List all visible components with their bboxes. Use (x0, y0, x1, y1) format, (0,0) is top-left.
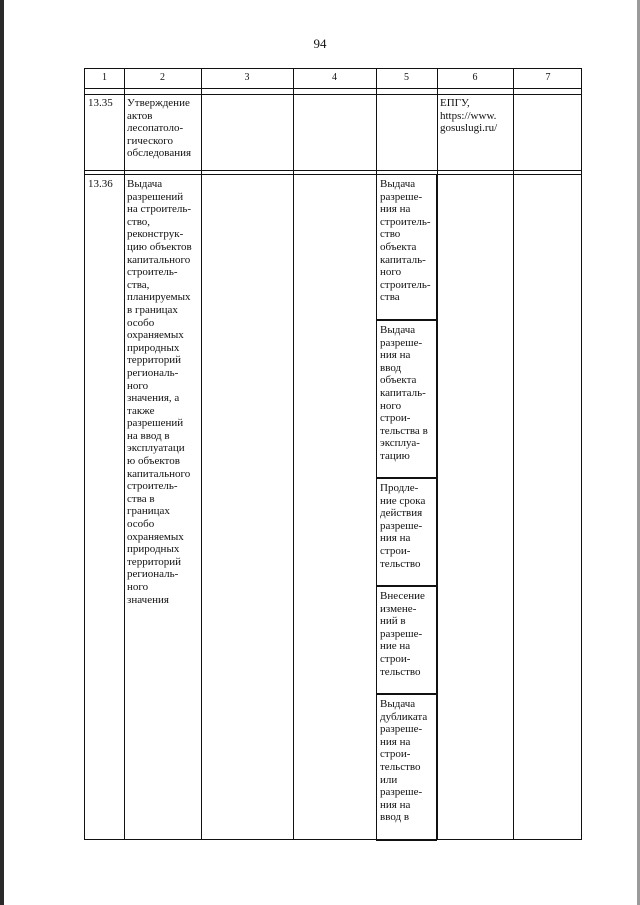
row-divider (85, 88, 581, 89)
text-line: дубликата (380, 710, 428, 723)
col-divider (201, 69, 202, 839)
text-line: Продле- (380, 482, 419, 494)
header-col-3: 3 (244, 72, 250, 83)
col-divider (124, 69, 125, 839)
text-line: ввод в (380, 811, 410, 824)
text-line: ний в (380, 615, 406, 628)
text-line: ние срока (380, 494, 426, 507)
text-line: измене- (380, 602, 417, 615)
text-line: охраняемых (127, 329, 184, 342)
subservice-cell (376, 174, 437, 320)
scan-left-edge (0, 0, 4, 905)
text-line: строитель- (127, 480, 178, 493)
subservice-cell (376, 478, 437, 586)
text-line: объекта (380, 240, 417, 253)
text-line: на ввод в (127, 429, 170, 442)
text-line: планируемых (127, 291, 191, 304)
text-line: в границах (127, 303, 178, 316)
text-line: действия (380, 507, 423, 520)
text-line: цию объектов (127, 240, 192, 253)
text-line: строи- (380, 748, 411, 761)
subservice-cell (376, 320, 437, 478)
row-divider (85, 94, 581, 95)
text-line: тельство (380, 760, 421, 773)
text-line: ввод (380, 361, 402, 374)
text-line: территорий (127, 354, 182, 367)
text-line: Выдача (380, 698, 416, 710)
text-line: значения, а (127, 392, 180, 405)
text-line: или (380, 773, 398, 786)
text-line: региональ- (127, 568, 179, 581)
text-line: тельство (380, 557, 421, 570)
text-line: особо (127, 518, 155, 531)
text-line: ство, (127, 215, 151, 228)
text-line: границах (127, 505, 170, 518)
text-line: ство (380, 228, 401, 241)
text-line: разреше- (380, 336, 423, 349)
text-line: значения (127, 593, 169, 606)
text-line: на строитель- (127, 203, 192, 216)
row-divider (85, 170, 581, 171)
text-line: объекта (380, 374, 417, 387)
col-divider (293, 69, 294, 839)
text-line: Выдача (127, 178, 163, 190)
text-line: Выдача (380, 178, 416, 190)
subservice-cell (376, 586, 437, 694)
text-line: эксплуатаци (127, 442, 185, 455)
text-line: особо (127, 316, 155, 329)
text-line: природных (127, 543, 180, 556)
text-line: разрешений (127, 190, 184, 203)
text-line: гического (127, 134, 173, 147)
header-col-7: 7 (545, 72, 551, 83)
text-line: gosuslugi.ru/ (440, 122, 498, 135)
row-divider (85, 174, 581, 175)
text-line: эксплуа- (380, 437, 420, 450)
col-divider (437, 69, 438, 839)
text-line: охраняемых (127, 530, 184, 543)
text-line: разреше- (380, 786, 423, 799)
text-line: ния на (380, 798, 411, 811)
text-line: лесопатоло- (127, 122, 184, 135)
col-divider (513, 69, 514, 839)
text-line: капиталь- (380, 386, 426, 399)
text-line: разреше- (380, 190, 423, 203)
text-line: тельства в (380, 424, 428, 437)
text-line: строи- (380, 544, 411, 557)
text-line: ного (380, 399, 402, 412)
text-line: ного (127, 581, 149, 593)
text-line: капиталь- (380, 253, 426, 266)
text-line: ного (127, 379, 149, 392)
header-col-2: 2 (160, 72, 165, 83)
text-line: ния на (380, 349, 411, 362)
text-line: ние на (380, 640, 411, 653)
row-number: 13.35 (88, 97, 113, 109)
text-line: капитального (127, 467, 191, 480)
service-name (127, 97, 199, 160)
row-number: 13.36 (88, 178, 113, 190)
text-line: строи- (380, 412, 411, 425)
text-line: природных (127, 341, 180, 354)
text-line: строи- (380, 652, 411, 665)
text-line: также (127, 404, 155, 417)
text-line: капитального (127, 253, 191, 266)
services-table (84, 68, 582, 840)
header-col-6: 6 (472, 72, 478, 83)
text-line: региональ- (127, 366, 179, 379)
text-line: ю объектов (127, 455, 180, 468)
text-line: ния на (380, 532, 411, 545)
text-line: разреше- (380, 627, 423, 640)
text-line: https://www. (440, 109, 497, 122)
text-line: разреше- (380, 723, 423, 736)
header-col-5: 5 (404, 72, 409, 83)
header-col-1: 1 (102, 72, 107, 83)
text-line: разрешений (127, 417, 184, 430)
text-line: ства в (127, 492, 155, 505)
text-line: ства, (127, 278, 150, 291)
text-line: Утверждение (127, 97, 190, 109)
text-line: строитель- (127, 266, 178, 279)
subservice-cell (376, 694, 437, 841)
text-line: разреше- (380, 519, 423, 532)
text-line: ния на (380, 735, 411, 748)
text-line: обследования (127, 147, 192, 160)
text-line: территорий (127, 555, 182, 568)
text-line: тацию (380, 449, 410, 462)
text-line: тельство (380, 665, 421, 678)
text-line: актов (127, 109, 153, 122)
text-line: строитель- (380, 215, 431, 228)
text-line: Внесение (380, 590, 425, 602)
text-line: ства (380, 291, 400, 304)
header-col-4: 4 (332, 72, 337, 83)
text-line: реконструк- (127, 228, 184, 241)
page-number: 94 (313, 36, 327, 51)
text-line: Выдача (380, 324, 416, 336)
portal-link (440, 97, 512, 135)
text-line: ния на (380, 203, 411, 216)
text-line: ного (380, 266, 402, 279)
text-line: ЕПГУ, (440, 97, 470, 109)
service-name (127, 178, 199, 606)
text-line: строитель- (380, 278, 431, 291)
